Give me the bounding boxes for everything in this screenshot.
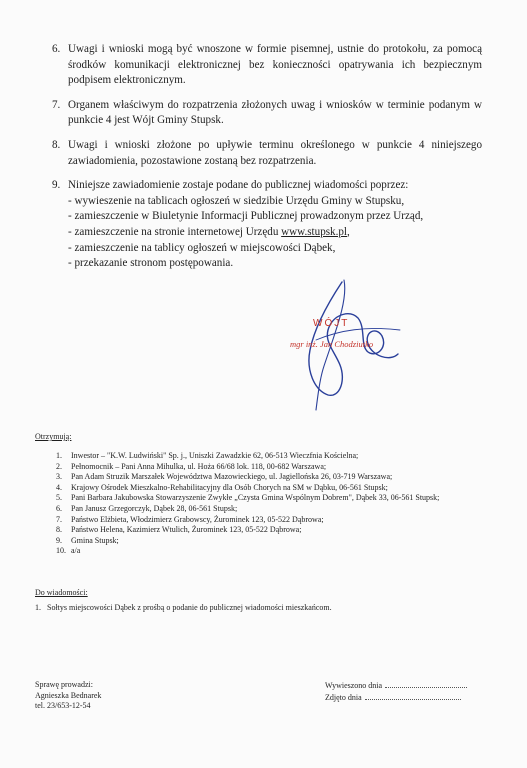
posting-dates-block <box>325 680 467 703</box>
list-item: 7. Państwo Elżbieta, Włodzimierz Grabowscy, Żurominek 123, 05-522 Dąbrowa; <box>56 514 324 524</box>
publication-intro: Niniejsze zawiadomienie zostaje podane do publicznej wiadomości poprzez: <box>68 179 409 192</box>
website-link[interactable]: www.stupsk.pl <box>281 225 348 238</box>
posted-label: Wywieszono dnia <box>325 681 383 690</box>
item-number: 9. <box>52 179 61 192</box>
list-item: 3. Pan Adam Struzik Marszałek Województwa Mazowieckiego, ul. Jagiellońska 26, 03-719 Warszawa; <box>56 472 393 482</box>
list-item: 2. Pełnomocnik – Pani Anna Mihulka, ul. Hoża 66/68 lok. 118, 00-682 Warszawa; <box>56 461 327 471</box>
publication-method: - zamieszczenie w Biuletynie Informacji Publicznej prowadzonym przez Urząd, <box>68 210 424 223</box>
knowledge-list <box>35 603 465 614</box>
distribution-heading: Otrzymują: <box>35 432 72 441</box>
removed-label: Zdjęto dnia <box>325 692 362 702</box>
list-item: 8. Państwo Helena, Kazimierz Wtulich, Żurominek 123, 05-522 Dąbrowa; <box>56 525 302 535</box>
distribution-list <box>56 451 476 557</box>
item-text: Uwagi i wnioski złożone po upływie terminu określonego w punkcie 4 niniejszego zawiadomienia, pozostawione zostaną bez rozpatrzenia. <box>68 138 482 167</box>
posted-date-line <box>385 680 467 688</box>
publication-method: - wywieszenie na tablicach ogłoszeń w siedzibie Urzędu Gminy w Stupsku, <box>68 194 405 207</box>
paragraph-6 <box>52 42 482 89</box>
paragraph-7 <box>52 98 482 129</box>
case-handler-label: Sprawę prowadzi: <box>35 680 93 689</box>
list-item: 1. Inwestor – "K.W. Ludwiński" Sp. j., Uniszki Zawadzkie 62, 06-513 Wieczfnia Kościelna; <box>56 451 359 460</box>
list-item: 6. Pan Janusz Grzegorczyk, Dąbek 28, 06-561 Stupsk; <box>56 503 238 513</box>
publication-method: - zamieszczenie na tablicy ogłoszeń w miejscowości Dąbek, <box>68 241 336 254</box>
list-item: 1. Sołtys miejscowości Dąbek z prośbą o podanie do publicznej wiadomości mieszkańcom. <box>35 603 332 612</box>
list-item: 10. a/a <box>56 546 81 556</box>
paragraph-9 <box>52 178 482 272</box>
publication-method: - zamieszczenie na stronie internetowej Urzędu www.stupsk.pl, <box>68 225 350 238</box>
stamp-title: WÓJT <box>313 318 350 329</box>
case-handler-block <box>35 680 101 712</box>
publication-website-text: - zamieszczenie na stronie internetowej Urzędu <box>68 225 279 238</box>
item-text <box>68 178 482 272</box>
list-item: 4. Krajowy Ośrodek Mieszkalno-Rehabilitacyjny dla Osób Chorych na SM w Dąbku, 06-561 Stupsk; <box>56 482 388 492</box>
removed-date-line <box>365 692 461 700</box>
item-number: 7. <box>52 98 61 111</box>
removed-date-field <box>325 692 467 704</box>
item-number: 8. <box>52 138 61 151</box>
stamp-name: mgr inż. Jan Chodziutko <box>290 339 374 349</box>
numbered-paragraphs <box>52 42 482 281</box>
publication-method: - przekazanie stronom postępowania. <box>68 257 234 270</box>
item-text: Uwagi i wnioski mogą być wnoszone w formie pisemnej, ustnie do protokołu, za pomocą środków komunikacji elektronicznej bez konieczności opatrywania ich bezpiecznym podpisem elektronicznym. <box>68 43 482 87</box>
list-item: 9. Gmina Stupsk; <box>56 535 119 545</box>
list-item: 5. Pani Barbara Jakubowska Stowarzyszenie Zwykłe „Czysta Gmina Wspólnym Dobrem", Dąbek 33, 06-561 Stupsk; <box>56 493 440 503</box>
item-number: 6. <box>52 43 61 55</box>
knowledge-heading: Do wiadomości: <box>35 588 88 597</box>
case-handler-name: Agnieszka Bednarek <box>35 690 102 700</box>
case-handler-phone: tel. 23/653-12-54 <box>35 701 91 711</box>
item-text: Organem właściwym do rozpatrzenia złożonych uwag i wniosków w terminie podanym w punkcie 4 jest Wójt Gminy Stupsk. <box>68 98 482 127</box>
paragraph-8 <box>52 138 482 169</box>
posted-date-field <box>325 680 467 692</box>
